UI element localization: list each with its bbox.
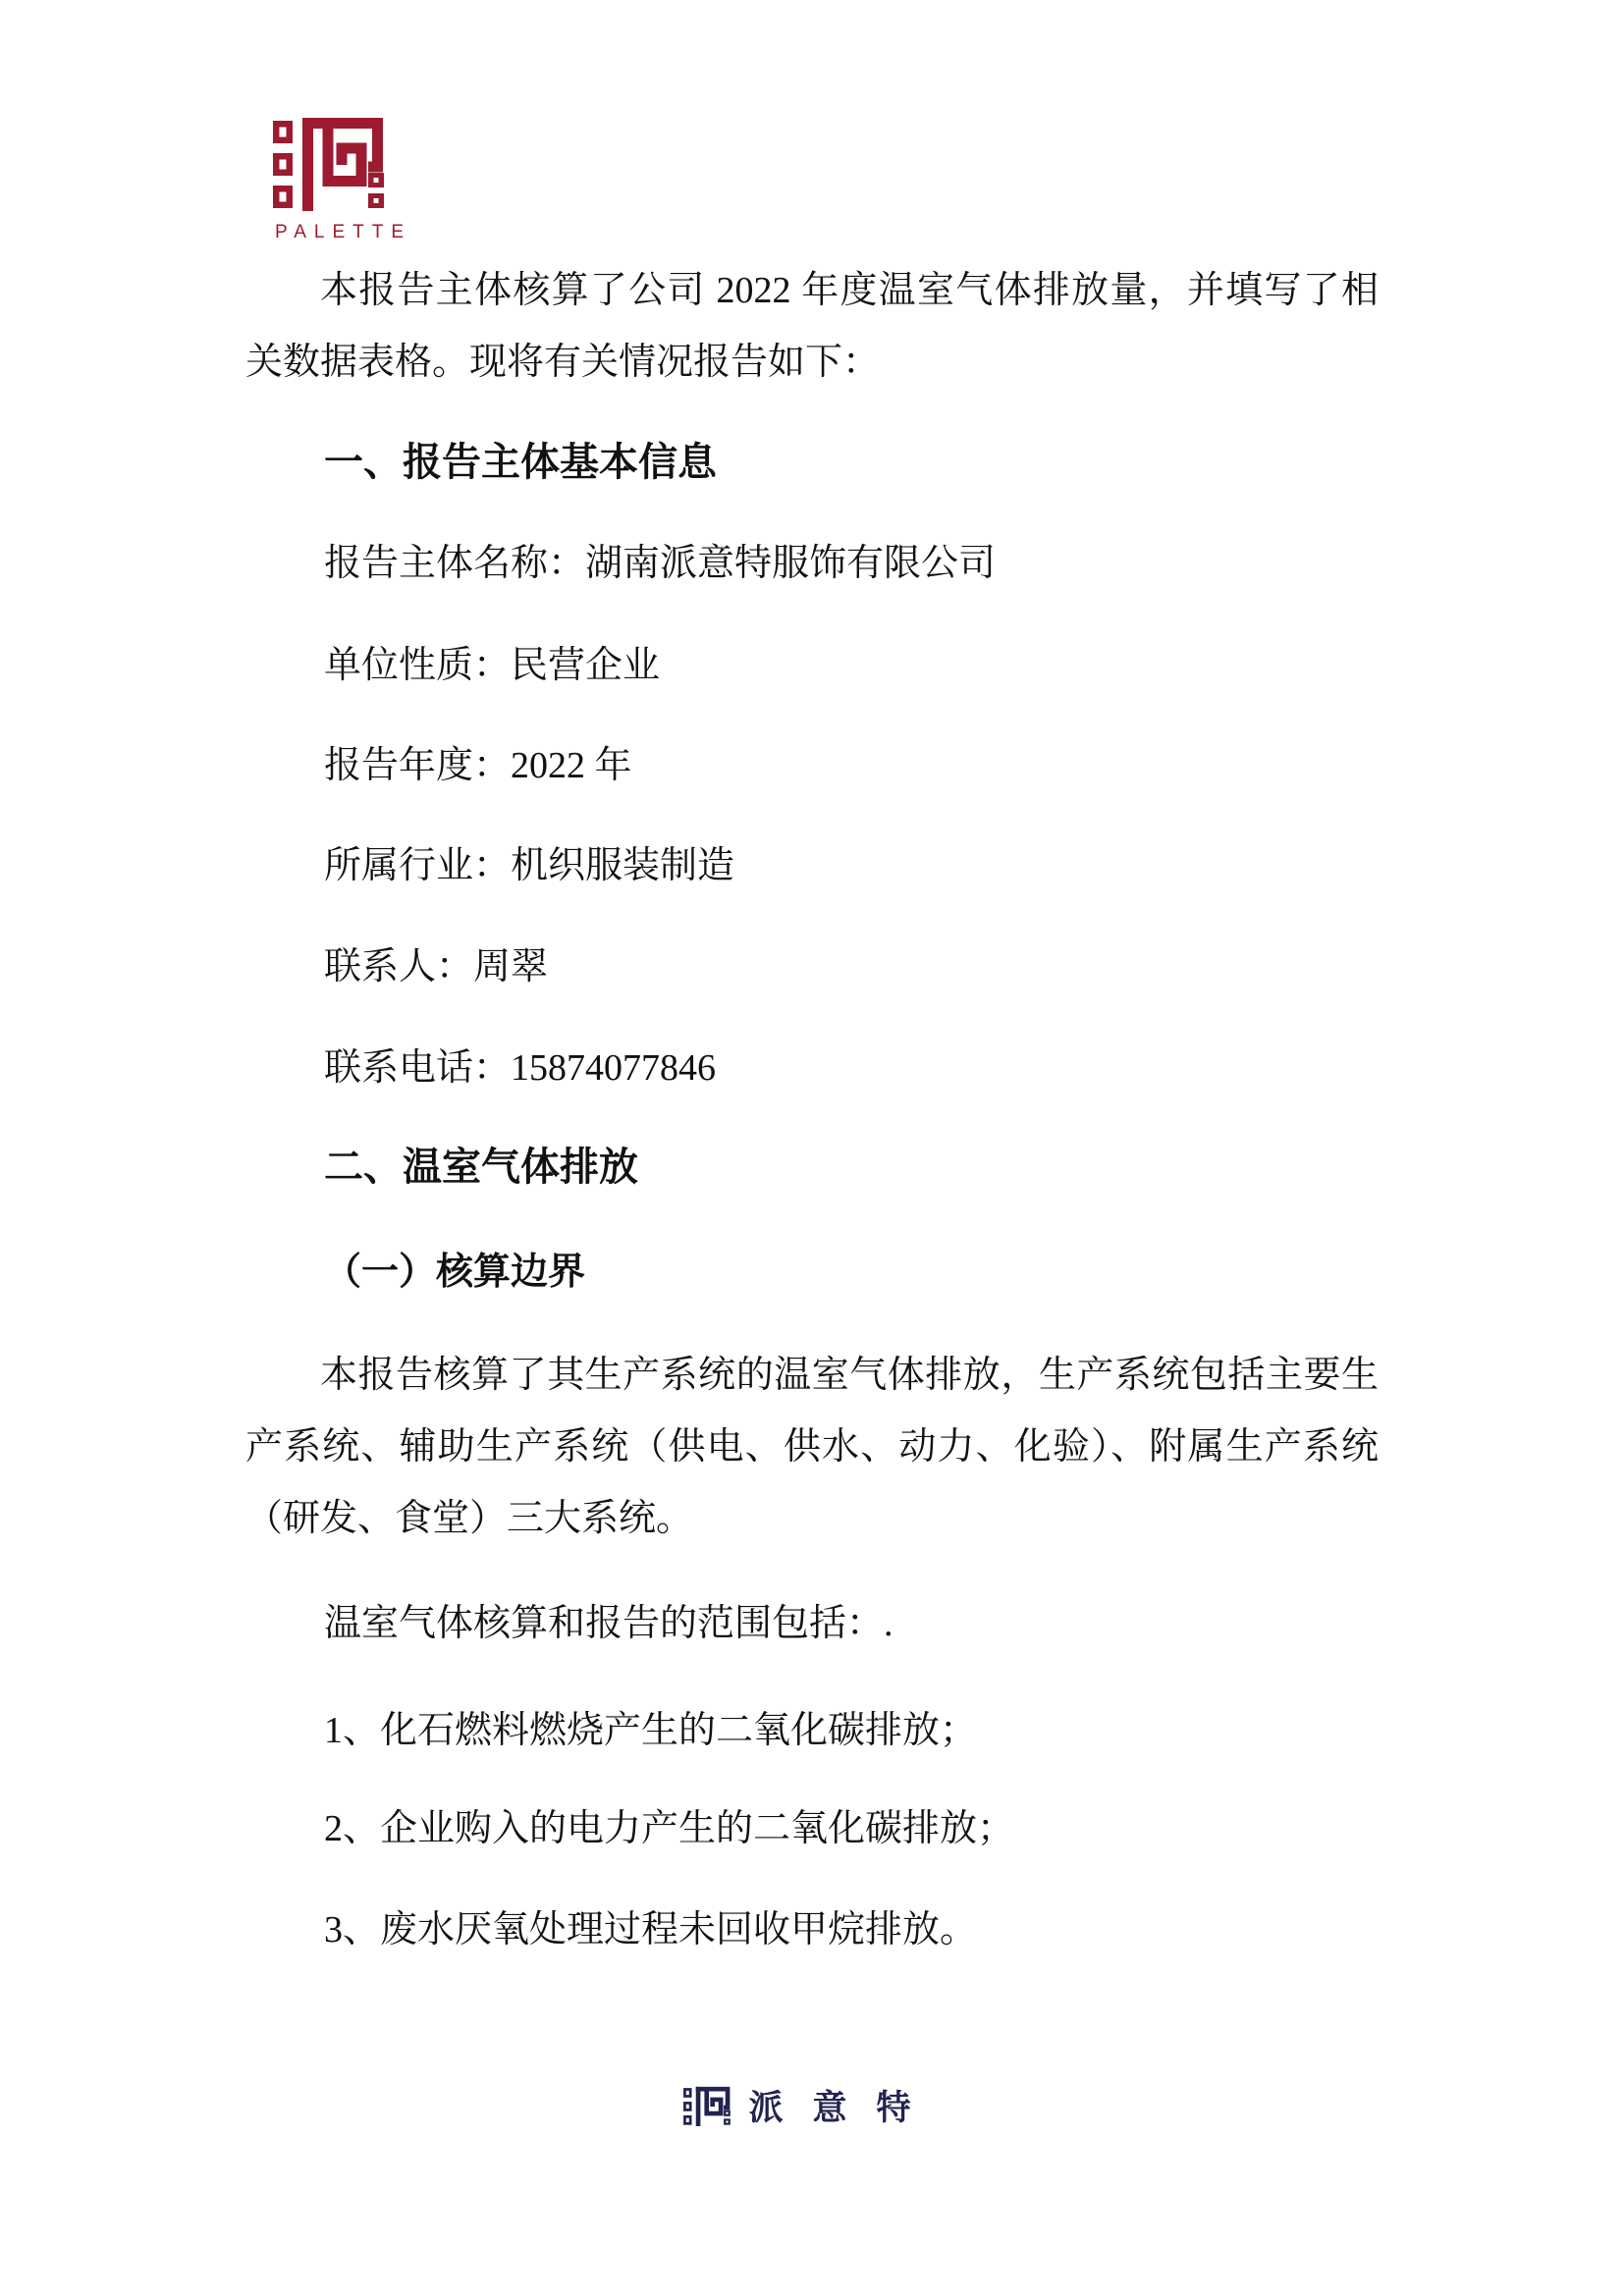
boundary-line-3: （研发、食堂）三大系统。 [245, 1498, 694, 1539]
info-value: 民营企业 [511, 645, 661, 686]
intro-line-2: 关数据表格。现将有关情况报告如下： [245, 342, 881, 383]
palette-maze-icon [273, 116, 389, 211]
palette-brand-text: PALETTE [275, 222, 412, 242]
intro-line-1: 本报告主体核算了公司 2022 年度温室气体排放量，并填写了相 [320, 270, 1379, 311]
info-value: 湖南派意特服饰有限公司 [585, 543, 997, 584]
info-value: 2022 年 [511, 745, 632, 786]
boundary-line-1: 本报告核算了其生产系统的温室气体排放，生产系统包括主要生 [320, 1355, 1379, 1396]
info-line-type [245, 642, 1457, 689]
scope-intro: 温室气体核算和报告的范围包括：. [324, 1603, 893, 1644]
info-label: 联系电话： [324, 1047, 512, 1089]
info-line-year [245, 742, 1457, 789]
intro-paragraph [245, 255, 1379, 399]
info-line-entity [245, 540, 1457, 587]
scope-item-2: 2、企业购入的电力产生的二氧化碳排放； [324, 1808, 1015, 1849]
info-value: 机织服装制造 [511, 845, 735, 886]
scope-item-3: 3、废水厌氧处理过程未回收甲烷排放。 [324, 1909, 978, 1950]
footer-brand-text: 派意特 [748, 2089, 941, 2127]
palette-logo [271, 116, 412, 243]
section2-subheading: （一）核算边界 [324, 1252, 586, 1293]
info-value: 15874077846 [511, 1047, 717, 1089]
info-label: 报告主体名称： [324, 543, 586, 584]
info-line-contact [245, 943, 1457, 990]
section2-heading: 二、温室气体排放 [324, 1146, 638, 1189]
info-label: 报告年度： [324, 745, 512, 786]
info-line-phone [245, 1044, 1457, 1092]
info-label: 单位性质： [324, 645, 512, 686]
footer-maze-icon [683, 2086, 732, 2126]
info-label: 联系人： [324, 946, 474, 988]
section1-heading: 一、报告主体基本信息 [324, 441, 717, 484]
info-line-industry [245, 842, 1457, 889]
boundary-line-2: 产系统、辅助生产系统（供电、供水、动力、化验）、附属生产系统 [245, 1426, 1379, 1468]
footer-brand [0, 2081, 1624, 2130]
boundary-paragraph [245, 1340, 1379, 1555]
info-value: 周翠 [473, 946, 549, 988]
scope-item-1: 1、化石燃料燃烧产生的二氧化碳排放； [324, 1710, 978, 1751]
info-label: 所属行业： [324, 845, 512, 886]
